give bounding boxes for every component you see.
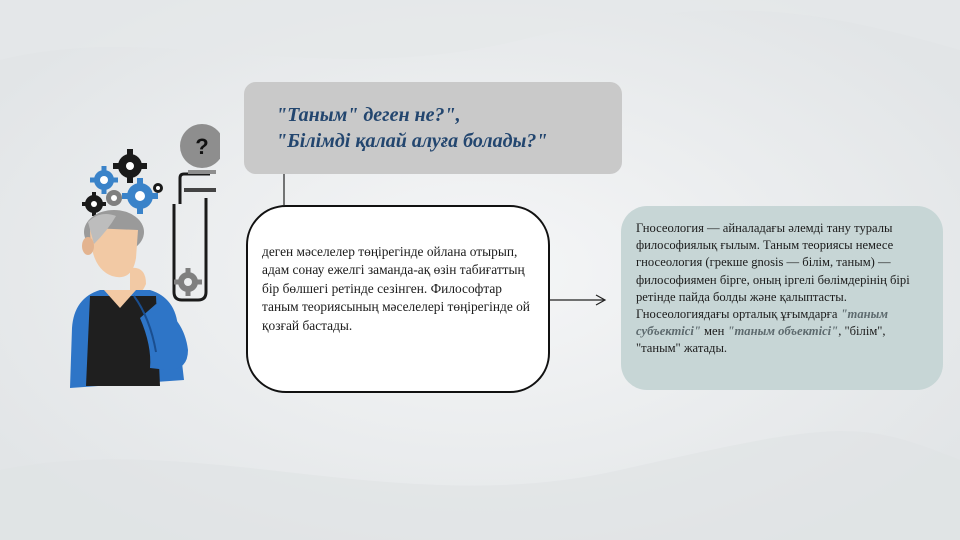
question-line-2: "Білімді қалай алуға болады?"	[276, 130, 548, 152]
definition-text-part-1: Гносеология — айналадағы әлемді тану туралы философиялық ғылым. Таным теориясы немесе гносеология (грекше gnosis — білім, таным) — философиямен бірге, оның іргелі бөлімдерінің бірі ретінде пайда болды және қалыптасты. Гносеологиядағы орталық ұғымдарға	[636, 221, 910, 322]
subject-term: "таным субъектісі"	[636, 307, 889, 339]
question-box	[244, 82, 622, 174]
object-term: "таным объектісі"	[727, 324, 839, 339]
question-line-1: "Таным" деген не?",	[276, 104, 461, 126]
definition-text-part-3: , "білім", "таным" жатады.	[636, 324, 886, 356]
gear-icon	[174, 268, 202, 296]
gears-icon	[82, 149, 163, 216]
definition-text	[636, 220, 933, 358]
bubble-text: деген мәселелер төңірегінде ойлана отырып, адам сонау ежелгі заманда-ақ өзін табиғаттың бір бөлшегі ретінде сезінген. Философтар таным теориясының мәселелері төңірегінде ой қозғай бастады.	[262, 244, 530, 333]
definition-text-part-2: мен	[700, 324, 728, 339]
svg-text:?: ?	[195, 134, 209, 159]
thinking-person-icon	[60, 118, 220, 398]
definition-box	[621, 206, 943, 390]
question-mark-icon	[180, 124, 220, 192]
thought-bubble	[246, 205, 550, 393]
